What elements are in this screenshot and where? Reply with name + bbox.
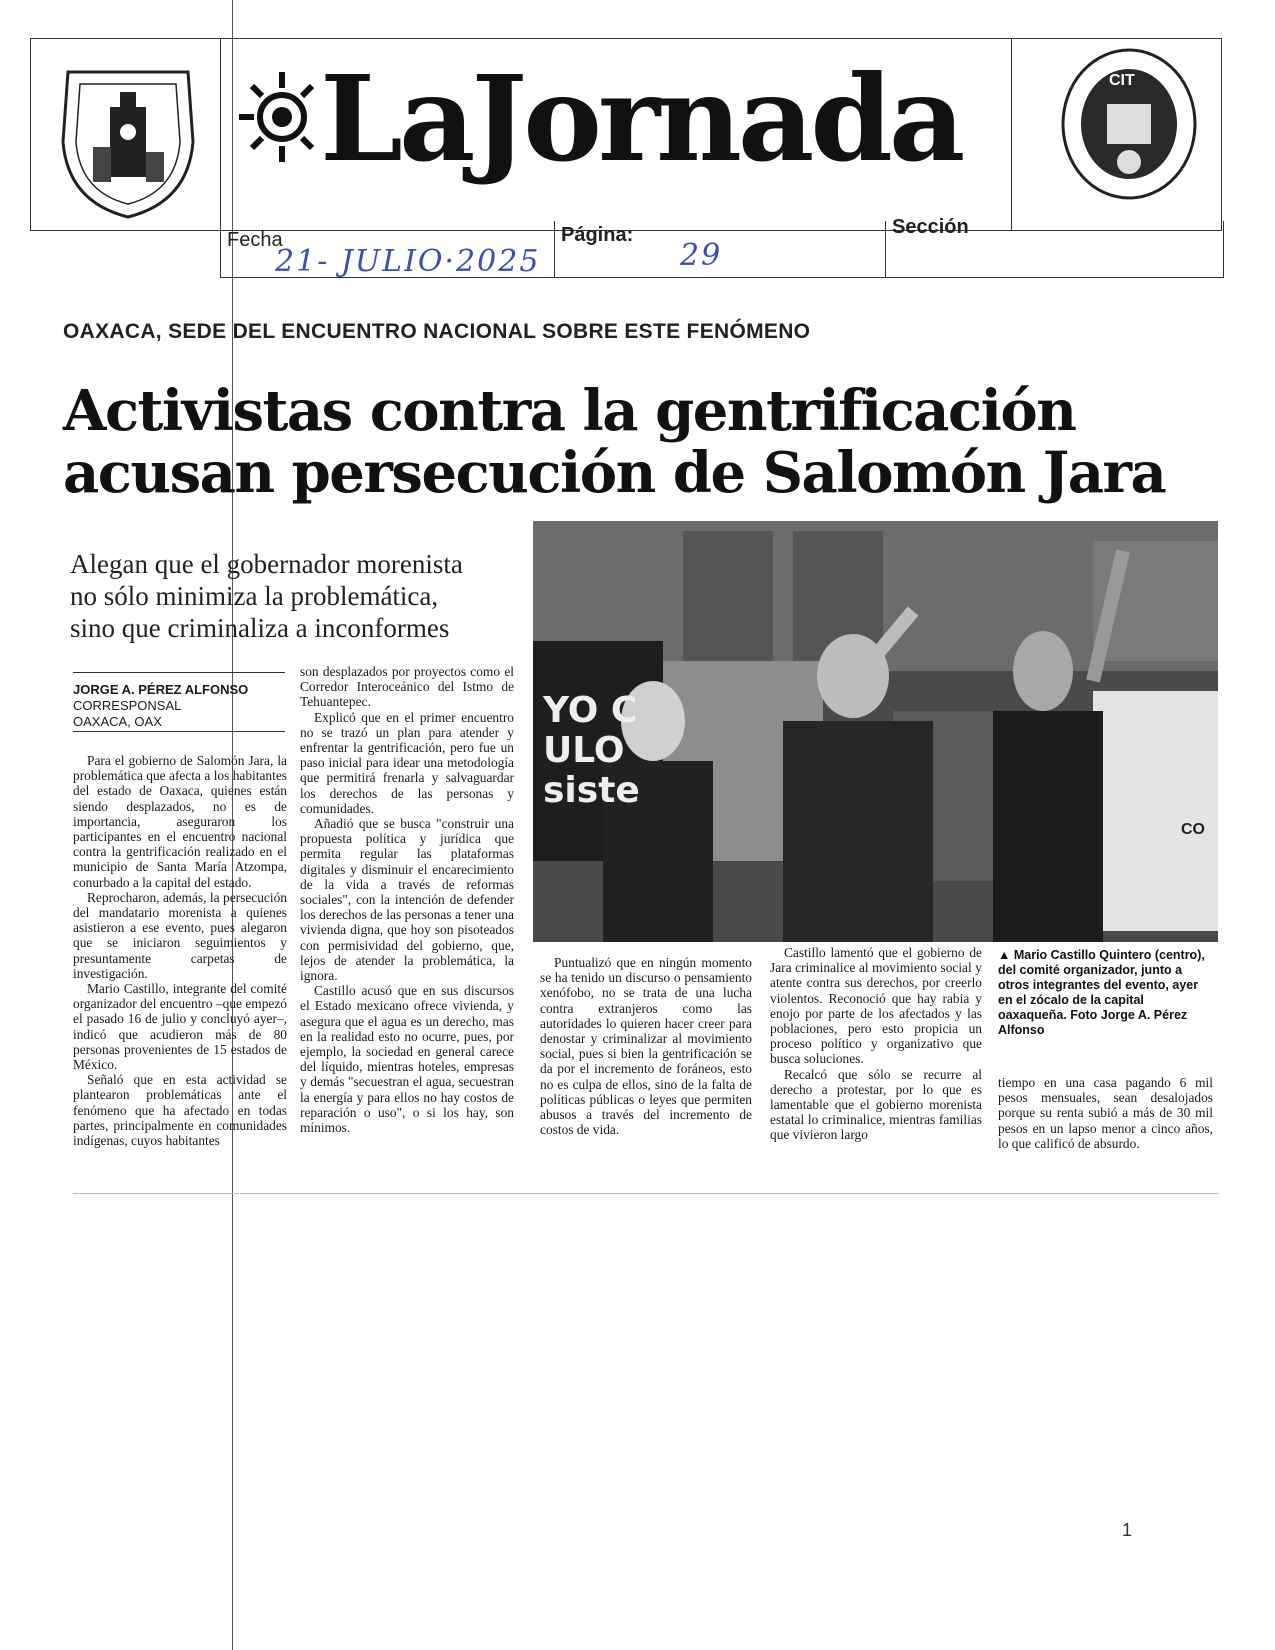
- pagina-value: 29: [680, 238, 723, 273]
- pagina-label: Página:: [561, 224, 634, 246]
- masthead-frame-top: [30, 38, 1222, 39]
- seccion-label: Sección: [892, 216, 969, 238]
- headline-line: acusan persecución de Salomón Jara: [63, 440, 1166, 506]
- paragraph: son desplazados por proyectos como el Corredor Interoceánico del Istmo de Tehuantepec.: [300, 664, 514, 710]
- masthead-frame-divider-left: [220, 38, 221, 230]
- photo-sign-text: CO: [1181, 821, 1205, 838]
- cit-seal-abbr: CIT: [1109, 72, 1135, 89]
- deck-line: sino que criminaliza a inconformes: [70, 613, 450, 643]
- clipping-edge: [73, 1193, 1218, 1194]
- paragraph: Mario Castillo, integrante del comité organizador del encuentro –que empezó el pasado 16 de julio y concluyó ayer–, indicó que acudieron más de 80 personas provenientes de 15 estados de México.: [73, 981, 287, 1073]
- masthead-frame-left: [30, 38, 31, 230]
- byline-name: JORGE A. PÉREZ ALFONSO: [73, 682, 249, 697]
- article-deck: [70, 548, 520, 644]
- photo-banner-text: YO CULO siste: [543, 690, 640, 811]
- article-column-1: [73, 753, 287, 1148]
- masthead-frame-divider-right: [1011, 38, 1012, 230]
- cit-seal: [1055, 44, 1203, 204]
- paragraph: Señaló que en esta actividad se plantearon problemáticas ante el fenómeno que ha afectado en todas partes, principalmente en comunidades indígenas, cuyos habitantes: [73, 1072, 287, 1149]
- paragraph: Castillo lamentó que el gobierno de Jara criminalice al movimiento social y atente contra sus derechos, por creerlo violentos. Reconoció que hay rabia y enojo por parte de los afectados y las poblaciones, pero esto propicia un proceso político y organizativo que busca soluciones.: [770, 945, 982, 1067]
- deck-line: no sólo minimiza la problemática,: [70, 581, 439, 611]
- newspaper-logo: LaJornada: [320, 49, 962, 188]
- byline-rule: [73, 731, 285, 732]
- article-column-2: [300, 664, 514, 1135]
- deck-line: Alegan que el gobernador morenista: [70, 549, 463, 579]
- article-column-4: [770, 945, 982, 1143]
- union-seal: [48, 52, 208, 222]
- masthead-frame-right: [1221, 38, 1222, 230]
- article-headline: [63, 380, 1223, 504]
- headline-line: Activistas contra la gentrificación: [63, 378, 1076, 444]
- paragraph: Reprocharon, además, la persecución del mandatario morenista a quienes asistieron a ese evento, pues alegaron que se iniciaron seguimientos y presuntamente carpetas de investigación.: [73, 889, 287, 981]
- article-column-3: [540, 955, 752, 1137]
- byline-place: OAXACA, OAX: [73, 714, 162, 729]
- photo-caption: ▲ Mario Castillo Quintero (centro), del comité organizador, junto a otros integrantes del evento, ayer en el zócalo de la capital oaxaqueña. Foto Jorge A. Pérez Alfonso: [998, 948, 1205, 1037]
- page-number: 1: [1122, 1520, 1133, 1540]
- meta-divider: [554, 221, 555, 277]
- article-photo: [533, 521, 1218, 942]
- article-column-5: [998, 1075, 1213, 1151]
- article-kicker: OAXACA, SEDE DEL ENCUENTRO NACIONAL SOBRE ESTE FENÓMENO: [63, 320, 811, 343]
- paragraph: Puntualizó que en ningún momento se ha tenido un discurso o pensamiento xenófobo, no se trata de una lucha contra extranjeros como las autoridades lo quieren hacer creer para denostar y criminalizar al movimiento social, pues si bien la gentrificación se da por el incremento de foráneos, esto no es culpa de ellos, sino de la falta de políticas públicas o leyes que permiten abusos a través del incremento de costos de vida.: [540, 955, 752, 1138]
- paragraph: tiempo en una casa pagando 6 mil pesos mensuales, sean desalojados porque su renta subió a más de 30 mil pesos en un lapso menor a cinco años, lo que calificó de absurdo.: [998, 1075, 1213, 1151]
- byline-rule: [73, 672, 285, 673]
- meta-divider: [885, 221, 886, 277]
- paragraph: Recalcó que sólo se recurre al derecho a protestar, por lo que es lamentable que el gobierno morenista estatal lo criminalice, mientras familias que vivieron largo: [770, 1066, 982, 1143]
- fecha-value: 21- JULIO·2025: [275, 244, 541, 279]
- paragraph: Castillo acusó que en sus discursos el Estado mexicano ofrece vivienda, y asegura que el agua es un derecho, mas en la realidad esto no ocurre, pues, por ejemplo, la sociedad en general carece del líquido, mientras hoteles, empresas y demás "secuestran el agua, secuestran la energía y para ellos no hay costos de reparación o uso", o si los hay, son mínimos.: [300, 983, 514, 1136]
- paragraph: Para el gobierno de Salomón Jara, la problemática que afecta a los habitantes del estado de Oaxaca, quienes están siendo desplazados, no es de importancia, aseguraron los participantes en el encuentro nacional contra la gentrificación realizado en el municipio de Santa María Atzompa, conurbado a la capital del estado.: [73, 753, 287, 890]
- paragraph: Añadió que se busca "construir una propuesta política y jurídica que permita regular las plataformas digitales y disminuir el encarecimiento de la vida a través de reformas sociales", con la intención de defender los derechos de las personas a tener una vivienda digna, que hoy son pisoteados con permisividad del gobierno, que, lejos de atender la problemática, la ignora.: [300, 816, 514, 984]
- byline-role: CORRESPONSAL: [73, 698, 182, 713]
- sun-emblem-icon: [234, 62, 330, 172]
- paragraph: Explicó que en el primer encuentro no se trazó un plan para atender y enfrentar la gentrificación, pero fue un paso inicial para idear una metodología que permitirá frenarla y salvaguardar los derechos de las personas y comunidades.: [300, 709, 514, 816]
- fecha-label: Fecha: [227, 229, 283, 251]
